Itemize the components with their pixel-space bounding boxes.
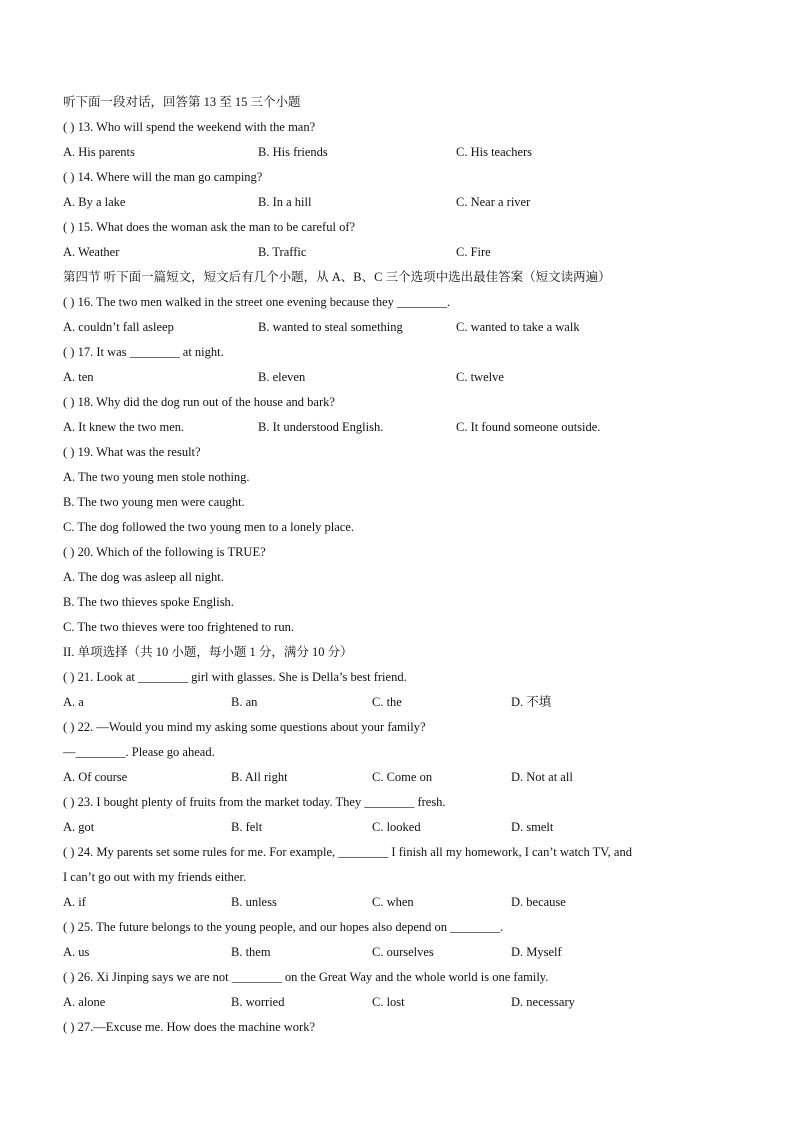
- text-line: ( ) 17. It was ________ at night.: [63, 345, 224, 359]
- answer-option: B. His friends: [258, 145, 328, 159]
- text-line: ( ) 27.—Excuse me. How does the machine work?: [63, 1020, 316, 1034]
- text-line: ( ) 21. Look at ________ girl with glasses. She is Della’s best friend.: [63, 670, 407, 684]
- option-row: [63, 140, 743, 165]
- option-row: [63, 315, 743, 340]
- answer-option: A. ten: [63, 370, 94, 384]
- answer-option: B. them: [231, 945, 271, 959]
- answer-option: C. lost: [372, 995, 405, 1009]
- text-line: ( ) 19. What was the result?: [63, 445, 201, 459]
- option-row: [63, 240, 743, 265]
- answer-option: A. By a lake: [63, 195, 126, 209]
- text-line: ( ) 23. I bought plenty of fruits from the market today. They ________ fresh.: [63, 795, 446, 809]
- answer-option: B. felt: [231, 820, 263, 834]
- answer-option: B. unless: [231, 895, 277, 909]
- text-line: ( ) 22. —Would you mind my asking some questions about your family?: [63, 720, 426, 734]
- text-line: A. The dog was asleep all night.: [63, 570, 224, 584]
- text-line: I can’t go out with my friends either.: [63, 870, 247, 884]
- answer-option: A. got: [63, 820, 95, 834]
- answer-option: A. alone: [63, 995, 106, 1009]
- answer-option: C. Fire: [456, 245, 491, 259]
- option-row: [63, 765, 743, 790]
- answer-option: D. Myself: [511, 945, 562, 959]
- answer-option: C. It found someone outside.: [456, 420, 601, 434]
- answer-option: C. wanted to take a walk: [456, 320, 580, 334]
- option-row: [63, 890, 743, 915]
- text-line: ( ) 14. Where will the man go camping?: [63, 170, 263, 184]
- answer-option: A. couldn’t fall asleep: [63, 320, 174, 334]
- answer-option: D. because: [511, 895, 566, 909]
- option-row: [63, 190, 743, 215]
- answer-option: A. Weather: [63, 245, 120, 259]
- option-row: [63, 940, 743, 965]
- answer-option: C. when: [372, 895, 414, 909]
- answer-option: C. ourselves: [372, 945, 434, 959]
- answer-option: B. an: [231, 695, 258, 709]
- text-line: ( ) 15. What does the woman ask the man to be careful of?: [63, 220, 356, 234]
- answer-option: A. His parents: [63, 145, 135, 159]
- answer-option: B. It understood English.: [258, 420, 384, 434]
- text-line: C. The dog followed the two young men to a lonely place.: [63, 520, 355, 534]
- text-line: 第四节 听下面一篇短文，短文后有几个小题，从 A、B、C 三个选项中选出最佳答案（短文读两遍）: [63, 270, 611, 284]
- text-line: ( ) 18. Why did the dog run out of the house and bark?: [63, 395, 335, 409]
- option-row: [63, 415, 743, 440]
- answer-option: A. It knew the two men.: [63, 420, 185, 434]
- text-line: ( ) 16. The two men walked in the street one evening because they ________.: [63, 295, 451, 309]
- answer-option: B. In a hill: [258, 195, 312, 209]
- answer-option: A. a: [63, 695, 84, 709]
- answer-option: D. necessary: [511, 995, 575, 1009]
- answer-option: A. if: [63, 895, 86, 909]
- answer-option: C. looked: [372, 820, 421, 834]
- text-line: 听下面一段对话，回答第 13 至 15 三个小题: [63, 95, 301, 109]
- text-line: ( ) 25. The future belongs to the young people, and our hopes also depend on ________.: [63, 920, 504, 934]
- text-line: ( ) 26. Xi Jinping says we are not ________ on the Great Way and the whole world is one family.: [63, 970, 549, 984]
- answer-option: C. twelve: [456, 370, 504, 384]
- answer-option: B. worried: [231, 995, 285, 1009]
- text-line: II. 单项选择（共 10 小题，每小题 1 分，满分 10 分）: [63, 645, 353, 659]
- text-line: A. The two young men stole nothing.: [63, 470, 250, 484]
- text-line: C. The two thieves were too frightened to run.: [63, 620, 294, 634]
- text-line: ( ) 20. Which of the following is TRUE?: [63, 545, 266, 559]
- answer-option: A. Of course: [63, 770, 128, 784]
- answer-option: D. Not at all: [511, 770, 573, 784]
- option-row: [63, 690, 743, 715]
- answer-option: C. His teachers: [456, 145, 533, 159]
- answer-option: B. eleven: [258, 370, 306, 384]
- answer-option: A. us: [63, 945, 90, 959]
- answer-option: C. the: [372, 695, 402, 709]
- option-row: [63, 815, 743, 840]
- answer-option: B. wanted to steal something: [258, 320, 403, 334]
- text-line: B. The two young men were caught.: [63, 495, 245, 509]
- answer-option: C. Come on: [372, 770, 433, 784]
- answer-option: D. 不填: [511, 695, 552, 709]
- answer-option: C. Near a river: [456, 195, 531, 209]
- option-row: [63, 990, 743, 1015]
- text-line: ( ) 24. My parents set some rules for me. For example, ________ I finish all my homework, I can’t watch TV, and: [63, 845, 632, 859]
- answer-option: B. All right: [231, 770, 288, 784]
- text-line: —________. Please go ahead.: [63, 745, 215, 759]
- option-row: [63, 365, 743, 390]
- answer-option: B. Traffic: [258, 245, 307, 259]
- exam-page: [63, 90, 743, 1040]
- text-line: ( ) 13. Who will spend the weekend with the man?: [63, 120, 316, 134]
- answer-option: D. smelt: [511, 820, 554, 834]
- text-line: B. The two thieves spoke English.: [63, 595, 234, 609]
